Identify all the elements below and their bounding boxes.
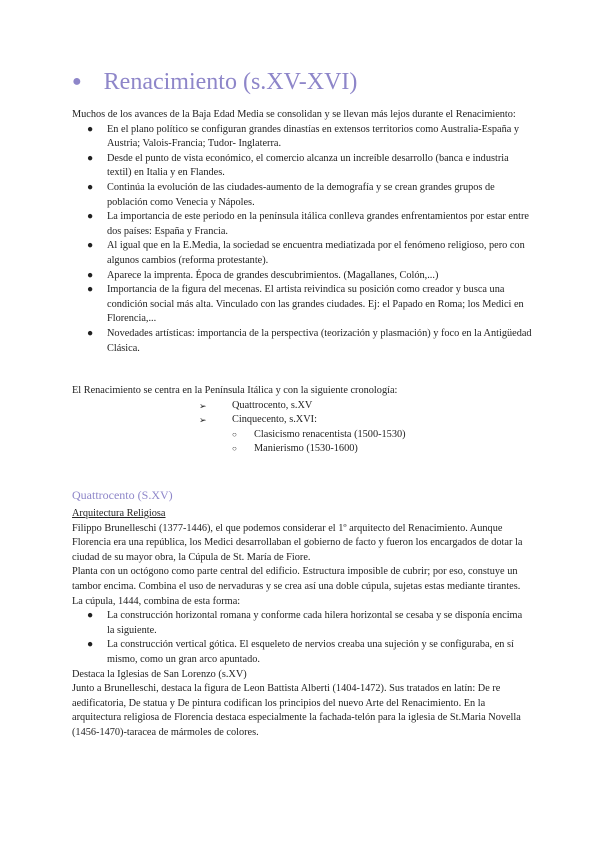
list-item-text: Novedades artísticas: importancia de la perspectiva (teorización y plasmación) y foco en la Antigüedad Clásica.: [107, 327, 532, 354]
bullet-icon: ●: [87, 269, 94, 281]
arrow-icon: ➢: [199, 415, 207, 426]
list-item-text: La importancia de este periodo en la península itálica conlleva grandes enfrentamientos por estar entre dos países: España y Francia.: [107, 211, 529, 237]
chronology-section: [72, 384, 532, 457]
list-item: [72, 152, 532, 181]
list-item-text: Importancia de la figura del mecenas. El artista reivindica su posición como creador y busca una condición social más alta. Vinculado con las grandes ciudades. Ej: el Papado en Roma; los Medici en Florencia,...: [107, 284, 524, 325]
bullet-icon: ●: [87, 327, 94, 339]
list-item: [72, 327, 532, 356]
list-item-text: Continúa la evolución de las ciudades-aumento de la demografía y se crean grandes grupos de población como Venecia y Nápoles.: [107, 181, 495, 208]
period-list: [72, 399, 532, 428]
title-row: [72, 70, 357, 94]
title-bullet-icon: ●: [72, 73, 82, 90]
paragraph: La cúpula, 1444, combina de esta forma:: [72, 595, 241, 607]
paragraph: Destaca la Iglesias de San Lorenzo (s.XV): [72, 668, 247, 680]
list-item-text: Desde el punto de vista económico, el comercio alcanza un increíble desarrollo (banca e industria textil) en Italia y en Flandes.: [107, 152, 509, 179]
arrow-icon: ➢: [199, 400, 207, 411]
list-item-text: Aparece la imprenta. Época de grandes descubrimientos. (Magallanes, Colón,...): [107, 269, 439, 281]
intro-section: [72, 108, 532, 356]
bullet-icon: ●: [87, 211, 94, 223]
list-item: [72, 442, 532, 457]
list-item: [72, 413, 532, 428]
list-item: [72, 181, 532, 210]
context-bullet-list: [72, 123, 532, 357]
bullet-icon: ●: [87, 639, 94, 651]
subsection-heading: Arquitectura Religiosa: [72, 508, 166, 519]
list-item-text: La construcción horizontal romana y conforme cada hilera horizontal se cesaba y se disponía encima la siguiente.: [107, 610, 523, 636]
subperiod-list: [72, 428, 532, 457]
bullet-icon: ●: [87, 610, 94, 622]
section-heading: Quattrocento (S.XV): [72, 488, 173, 502]
page-title: Renacimiento (s.XV-XVI): [103, 69, 358, 95]
quattrocento-section: [72, 487, 532, 741]
list-item: [72, 283, 532, 327]
list-item-text: La construcción vertical gótica. El esqueleto de nervios creaba una sujeción y se configuraba, en sí mismo, como un gran arco apuntado.: [107, 639, 514, 665]
subperiod-label: Clasicismo renacentista (1500-1530): [254, 428, 406, 440]
chronology-intro: El Renacimiento se centra en la Península Itálica y con la siguiente cronología:: [72, 385, 398, 396]
list-item: [72, 399, 532, 414]
intro-paragraph: Muchos de los avances de la Baja Edad Media se consolidan y se llevan más lejos durante el Renacimiento:: [72, 109, 516, 120]
bullet-icon: ●: [87, 181, 94, 193]
cupula-bullet-list: [72, 609, 532, 667]
bullet-icon: ●: [87, 240, 94, 252]
list-item-text: Al igual que en la E.Media, la sociedad se encuentra mediatizada por el fenómeno religioso, pero con algunos cambios (reforma protestante).: [107, 240, 525, 266]
bullet-icon: ●: [87, 152, 94, 164]
list-item: [72, 638, 532, 667]
list-item: [72, 210, 532, 239]
list-item: [72, 239, 532, 268]
bullet-icon: ●: [87, 123, 94, 135]
paragraph: Junto a Brunelleschi, destaca la figura de Leon Battista Alberti (1404-1472). Sus tratados en latín: De re aedificatoria, De statua y De pintura codifican los principios del nuevo Arte del Renacimiento. En la arquitectura religiosa de Florencia destaca especialmente la fachada-telón para la iglesia de St.Maria Novella (1456-1470)-taracea de mármoles de colores.: [72, 683, 521, 738]
paragraph: Filippo Brunelleschi (1377-1446), el que podemos considerar el 1º arquitecto del Renacimiento. Aunque Florencia era una república, los Medici desarrollaban el gobierno de facto y fueron los encargados de dotar la ciudad de su mayor obra, la Cúpula de St. María de Fiore.: [72, 522, 523, 563]
list-item: [72, 269, 532, 284]
list-item-text: En el plano político se configuran grandes dinastías en extensos territorios como Australia-España y Austria; Valois-Francia; Tudor- Inglaterra.: [107, 123, 520, 150]
circle-icon: ○: [232, 429, 237, 439]
list-item: [72, 609, 532, 638]
list-item: [72, 123, 532, 152]
paragraph: Planta con un octógono como parte central del edificio. Estructura imposible de cubrir; por eso, constuye un tambor encima. Combina el uso de nervaduras y se crea así una doble cúpula, sujetas estas mediante tirantes.: [72, 566, 521, 592]
bullet-icon: ●: [87, 284, 94, 296]
subperiod-label: Manierismo (1530-1600): [254, 443, 358, 455]
period-label: Quattrocento, s.XV: [232, 399, 313, 411]
period-label: Cinquecento, s.XVI:: [232, 414, 317, 426]
circle-icon: ○: [232, 444, 237, 454]
list-item: [72, 428, 532, 443]
